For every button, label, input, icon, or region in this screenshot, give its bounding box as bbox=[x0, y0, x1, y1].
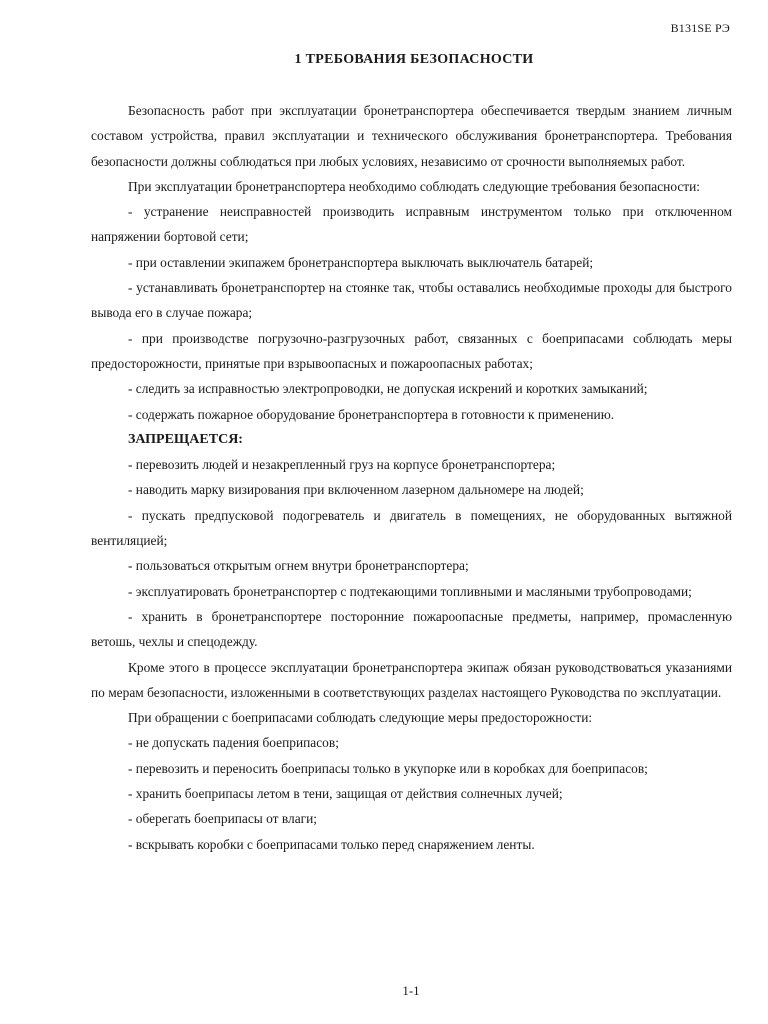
forbidden-item: - перевозить людей и незакрепленный груз на корпусе бронетранспортера; bbox=[128, 457, 556, 473]
document-body bbox=[91, 98, 732, 857]
requirement-item: - при производстве погрузочно-разгрузочных работ, связанных с боеприпасами соблюдать меры предосторожности, принятые при взрывоопасных и пожароопасных работах; bbox=[91, 330, 732, 371]
paragraph-ammo-lead: При обращении с боеприпасами соблюдать следующие меры предосторожности: bbox=[128, 710, 593, 726]
requirement-item: - устранение неисправностей производить исправным инструментом только при отключенном напряжении бортовой сети; bbox=[91, 204, 732, 245]
requirement-item: - при оставлении экипажем бронетранспортера выключать выключатель батарей; bbox=[128, 254, 594, 270]
ammo-item: - вскрывать коробки с боеприпасами только перед снаряжением ленты. bbox=[128, 836, 535, 852]
forbidden-item: - пускать предпусковой подогреватель и двигатель в помещениях, не оборудованных вытяжной вентиляцией; bbox=[91, 507, 732, 549]
paragraph-requirements-lead: При эксплуатации бронетранспортера необходимо соблюдать следующие требования безопасности: bbox=[128, 178, 701, 194]
requirement-item: - устанавливать бронетранспортер на стоянке так, чтобы оставались необходимые проходы для быстрого вывода его в случае пожара; bbox=[91, 280, 732, 321]
forbidden-heading: ЗАПРЕЩАЕТСЯ: bbox=[128, 431, 243, 447]
section-title: 1 ТРЕБОВАНИЯ БЕЗОПАСНОСТИ bbox=[294, 52, 534, 67]
forbidden-item: - пользоваться открытым огнем внутри бронетранспортера; bbox=[128, 558, 469, 574]
forbidden-item: - эксплуатировать бронетранспортер с подтекающими топливными и масляными трубопроводами; bbox=[128, 583, 692, 599]
requirement-item: - содержать пожарное оборудование бронетранспортера в готовности к применению. bbox=[128, 406, 615, 422]
paragraph-closing: Кроме этого в процессе эксплуатации бронетранспортера экипаж обязан руководствоваться указаниями по мерам безопасности, изложенными в соответствующих разделах настоящего Руководства по эксплуатации. bbox=[91, 659, 732, 700]
ammo-item: - не допускать падения боеприпасов; bbox=[128, 735, 339, 751]
forbidden-item: - наводить марку визирования при включенном лазерном дальномере на людей; bbox=[128, 482, 584, 498]
requirement-item: - следить за исправностью электропроводки, не допуская искрений и коротких замыканий; bbox=[128, 381, 648, 397]
paragraph-intro: Безопасность работ при эксплуатации бронетранспортера обеспечивается твердым знанием личным составом устройства, правил эксплуатации и технического обслуживания бронетранспортера. Требования безопасности должны соблюдаться при любых условиях, независимо от срочности выполняемых работ. bbox=[91, 103, 732, 169]
ammo-item: - перевозить и переносить боеприпасы только в укупорке или в коробках для боеприпасов; bbox=[128, 760, 648, 776]
document-code: В131SЕ РЭ bbox=[670, 21, 730, 35]
ammo-item: - оберегать боеприпасы от влаги; bbox=[128, 811, 318, 827]
page-number: 1-1 bbox=[402, 983, 420, 998]
forbidden-item: - хранить в бронетранспортере посторонние пожароопасные предметы, например, промасленную ветошь, чехлы и спецодежду. bbox=[91, 608, 732, 650]
ammo-item: - хранить боеприпасы летом в тени, защищая от действия солнечных лучей; bbox=[128, 786, 563, 802]
